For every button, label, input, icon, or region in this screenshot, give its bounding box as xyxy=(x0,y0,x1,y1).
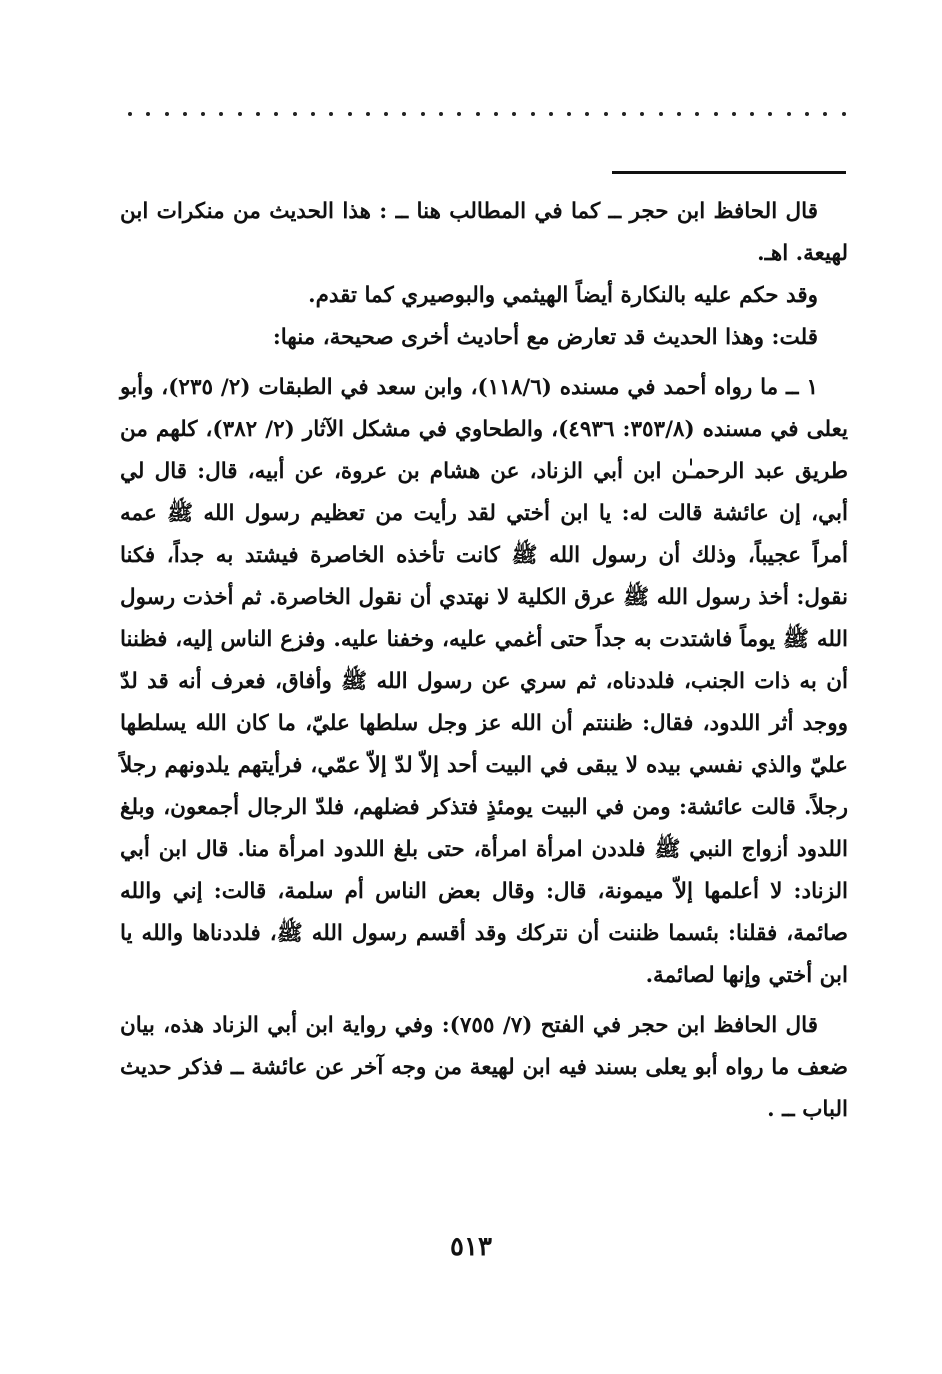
separator-dot xyxy=(567,112,571,116)
separator-dot xyxy=(750,112,754,116)
separator-dot xyxy=(842,112,846,116)
separator-dot xyxy=(622,112,626,116)
separator-dot xyxy=(512,112,516,116)
separator-dot xyxy=(238,112,242,116)
paragraph-hafiz-quote: قال الحافظ ابن حجر ــ كما في المطالب هنا ــ : هذا الحديث من منكرات ابن لهيعة. اهـ. xyxy=(120,199,848,266)
separator-dot xyxy=(439,112,443,116)
separator-dot xyxy=(531,112,535,116)
separator-dot xyxy=(146,112,150,116)
separator-dot xyxy=(256,112,260,116)
separator-dot xyxy=(549,112,553,116)
footnote-rule xyxy=(612,171,846,174)
separator-dot xyxy=(823,112,827,116)
separator-dot xyxy=(768,112,772,116)
separator-dot xyxy=(366,112,370,116)
separator-dot xyxy=(494,112,498,116)
separator-dot xyxy=(165,112,169,116)
separator-dot xyxy=(714,112,718,116)
separator-dot xyxy=(604,112,608,116)
separator-dot xyxy=(219,112,223,116)
footnote-text xyxy=(120,191,848,1131)
separator-dot xyxy=(311,112,315,116)
page-number: ٥١٣ xyxy=(450,1232,492,1262)
separator-dot xyxy=(732,112,736,116)
separator-dot xyxy=(695,112,699,116)
separator-dot xyxy=(329,112,333,116)
paragraph-contradiction: قلت: وهذا الحديث قد تعارض مع أحاديث أخرى صحيحة، منها: xyxy=(272,325,818,350)
separator-dot xyxy=(640,112,644,116)
separator-dot xyxy=(457,112,461,116)
separator-dot xyxy=(293,112,297,116)
separator-dot xyxy=(384,112,388,116)
separator-dot xyxy=(585,112,589,116)
paragraph-fath-quote: قال الحافظ ابن حجر في الفتح (٧/ ٧٥٥): وفي رواية ابن أبي الزناد هذه، بيان ضعف ما رواه أبو يعلى بسند فيه ابن لهيعة من وجه آخر عن عائشة ــ فذكر حديث الباب ــ . xyxy=(120,1013,848,1122)
separator-dot xyxy=(128,112,132,116)
separator-dot xyxy=(402,112,406,116)
paragraph-hadith-one: ١ ــ ما رواه أحمد في مسنده (١١٨/٦)، وابن سعد في الطبقات (٢/ ٢٣٥)، وأبو يعلى في مسنده (٣٥٣/٨: ٤٩٣٦)، والطحاوي في مشكل الآثار (٢/ ٣٨٢)، كلهم من طريق عبد الرحمـٰن ابن أبي الزناد، عن هشام بن عروة، عن أبيه، قال: قال لي أبي، إن عائشة قالت له: يا ابن أختي لقد رأيت من تعظيم رسول الله ﷺ عمه أمراً عجيباً، وذلك أن رسول الله ﷺ كانت تأخذه الخاصرة فيشتد به جداً، فكنا نقول: أخذ رسول الله ﷺ عرق الكلية لا نهتدي أن نقول الخاصرة. ثم أخذت رسول الله ﷺ يوماً فاشتدت به جداً حتى أغمي عليه، وخفنا عليه. وفزع الناس إليه، فظننا أن به ذات الجنب، فلددناه، ثم سري عن رسول الله ﷺ وأفاق، فعرف أنه قد لدّ ووجد أثر اللدود، فقال: ظننتم أن الله عز وجل سلطها عليّ، ما كان الله يسلطها عليّ والذي نفسي بيده لا يبقى في البيت أحد إلاّ لدّ إلاّ عمّي، فرأيتهم يلدونهم رجلاً رجلاً. قالت عائشة: ومن في البيت يومئذٍ فتذكر فضلهم، فلدّ الرجال أجمعون، وبلغ اللدود أزواج النبي ﷺ فلددن امرأة امرأة، حتى بلغ اللدود امرأة منا. قال ابن أبي الزناد: لا أعلمها إلاّ ميمونة، قال: وقال بعض الناس أم سلمة، قالت: إني والله صائمة، فقلنا: بئسما ظننت أن نتركك وقد أقسم رسول الله ﷺ، فلددناها والله يا ابن أختي وإنها لصائمة. xyxy=(120,375,848,988)
separator-dot xyxy=(348,112,352,116)
dotted-separator xyxy=(128,106,846,122)
separator-dot xyxy=(659,112,663,116)
separator-dot xyxy=(787,112,791,116)
separator-dot xyxy=(274,112,278,116)
separator-dot xyxy=(183,112,187,116)
separator-dot xyxy=(201,112,205,116)
separator-dot xyxy=(421,112,425,116)
separator-dot xyxy=(805,112,809,116)
separator-dot xyxy=(476,112,480,116)
paragraph-nakara: وقد حكم عليه بالنكارة أيضاً الهيثمي والبوصيري كما تقدم. xyxy=(308,283,818,308)
separator-dot xyxy=(677,112,681,116)
